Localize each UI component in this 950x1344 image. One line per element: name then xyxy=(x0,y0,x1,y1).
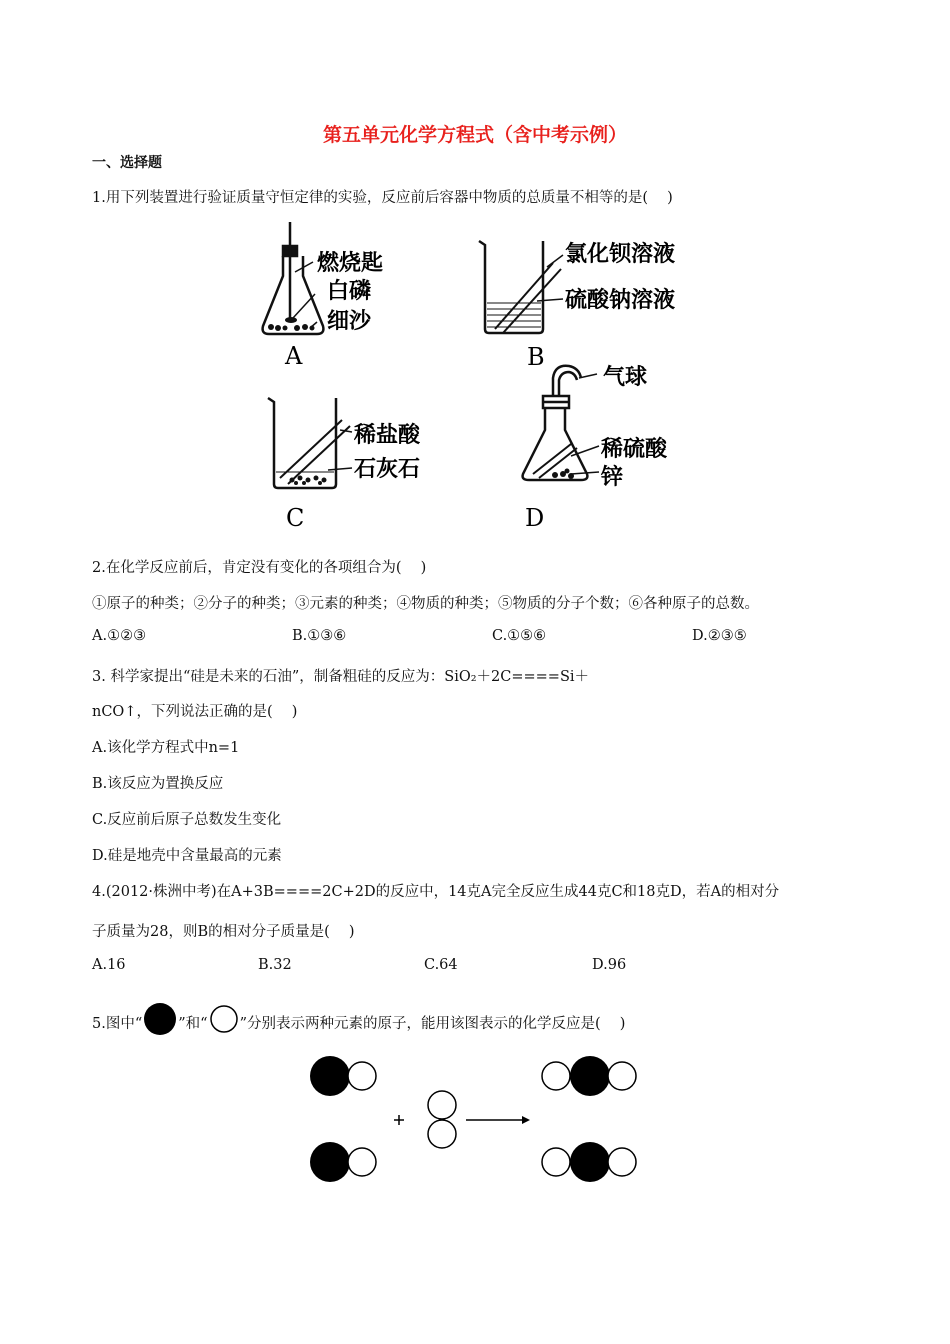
product-molecule-top xyxy=(542,1056,636,1096)
q2-option-d: D.②③⑤ xyxy=(692,628,747,644)
question-4-line-2: 子质量为28，则B的相对分子质量是( ) xyxy=(92,924,355,940)
reactant-molecule-bottom xyxy=(310,1142,376,1182)
q3-option-d: D.硅是地壳中含量最高的元素 xyxy=(92,848,282,864)
q3-option-b: B.该反应为置换反应 xyxy=(92,776,224,792)
question-2-items: ①原子的种类；②分子的种类；③元素的种类；④物质的种类；⑤物质的分子个数；⑥各种原子的总数。 xyxy=(92,596,759,612)
label-dilute-sulfuric: 稀硫酸 xyxy=(601,437,668,462)
label-fine-sand: 细沙 xyxy=(327,309,372,334)
question-3-line-2: nCO↑，下列说法正确的是( ) xyxy=(92,704,298,720)
label-sodium-sulfate: 硫酸钠溶液 xyxy=(565,288,676,313)
apparatus-b-figure xyxy=(475,225,705,370)
q4-option-b: B.32 xyxy=(258,957,292,973)
plus-sign xyxy=(394,1115,404,1125)
apparatus-a-figure xyxy=(255,218,415,368)
question-3-line-1: 3. 科学家提出“硅是未来的石油”，制备粗硅的反应为：SiO₂＋2C====Si＋ xyxy=(92,669,590,685)
hollow-atom-icon xyxy=(208,1004,240,1034)
q5-text-post: ”分别表示两种元素的原子，能用该图表示的化学反应是( ) xyxy=(239,1016,626,1032)
label-limestone: 石灰石 xyxy=(354,457,421,482)
figure-letter-a: A xyxy=(285,342,303,368)
question-5-text xyxy=(92,1012,625,1036)
question-4-line-1: 4.(2012·株洲中考)在A+3B====2C+2D的反应中，14克A完全反应生成44克C和18克D，若A的相对分 xyxy=(92,884,780,900)
q3-option-c: C.反应前后原子总数发生变化 xyxy=(92,812,282,828)
apparatus-d-figure xyxy=(515,360,715,532)
reaction-diagram xyxy=(300,1050,650,1190)
q2-option-a: A.①②③ xyxy=(92,628,147,644)
q4-option-d: D.96 xyxy=(592,957,627,973)
reaction-arrow xyxy=(466,1116,530,1124)
product-molecule-bottom xyxy=(542,1142,636,1182)
q2-option-b: B.①③⑥ xyxy=(292,628,347,644)
label-dilute-hcl: 稀盐酸 xyxy=(354,423,421,448)
q5-text-pre: 5.图中“ xyxy=(92,1016,143,1032)
apparatus-c-figure xyxy=(262,392,442,532)
page-title: 第五单元化学方程式（含中考示例） xyxy=(322,124,627,146)
q4-option-a: A.16 xyxy=(92,957,126,973)
filled-atom-icon xyxy=(142,1002,178,1036)
q5-text-mid: ”和“ xyxy=(178,1016,208,1032)
q3-option-a: A.该化学方程式中n=1 xyxy=(92,740,240,756)
figure-letter-c: C xyxy=(286,504,305,532)
label-balloon: 气球 xyxy=(603,365,648,390)
label-barium-chloride: 氯化钡溶液 xyxy=(565,242,676,267)
label-zinc: 锌 xyxy=(601,465,624,490)
reactant-diatomic-molecule xyxy=(428,1091,456,1148)
reactant-molecule-top xyxy=(310,1056,376,1096)
question-1-text: 1.用下列装置进行验证质量守恒定律的实验，反应前后容器中物质的总质量不相等的是( ) xyxy=(92,190,673,206)
label-combustion-spoon: 燃烧匙 xyxy=(317,251,384,276)
label-white-phosphorus: 白磷 xyxy=(327,279,372,304)
section-heading: 一、选择题 xyxy=(92,155,162,171)
figure-letter-b: B xyxy=(527,343,545,370)
q4-option-c: C.64 xyxy=(424,957,458,973)
q2-option-c: C.①⑤⑥ xyxy=(492,628,547,644)
figure-letter-d: D xyxy=(525,504,545,532)
question-2-text: 2.在化学反应前后，肯定没有变化的各项组合为( ) xyxy=(92,560,427,576)
